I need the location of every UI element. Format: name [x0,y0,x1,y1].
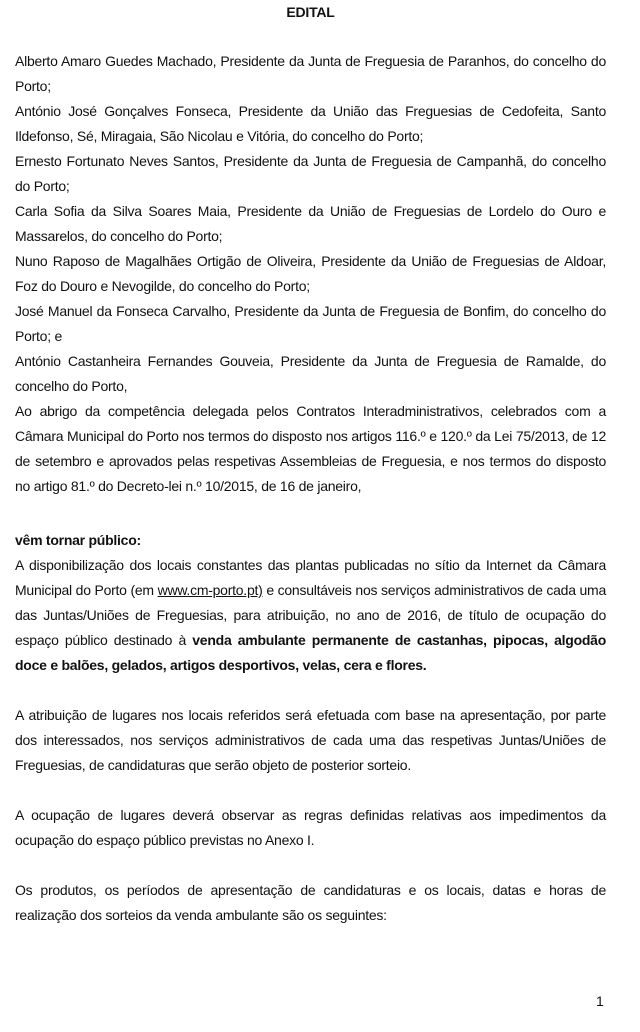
availability-text-1: A disponibilização dos locais constantes das plantas publicadas no sítio da Internet da Câmara Municipal do Porto (em [15,557,606,598]
president-entry: Nuno Raposo de Magalhães Ortigão de Oliveira, Presidente da União de Freguesias de Aldoar, Foz do Douro e Nevogilde, do concelho do Porto; [15,253,606,294]
document-body [15,49,606,928]
spacer [15,499,606,524]
allocation-paragraph: A atribuição de lugares nos locais referidos será efetuada com base na apresentação, por parte dos interessados, nos serviços administrativos de cada uma das respetivas Juntas/Uniões de Freguesias, de candidaturas que serão objeto de posterior sorteio. [15,707,606,773]
president-entry: António José Gonçalves Fonseca, Presidente da União das Freguesias de Cedofeita, Santo Ildefonso, Sé, Miragaia, São Nicolau e Vitória, do concelho do Porto; [15,103,606,144]
president-entry: Alberto Amaro Guedes Machado, Presidente da Junta de Freguesia de Paranhos, do concelho do Porto; [15,53,606,94]
president-entry: Ernesto Fortunato Neves Santos, Presidente da Junta de Freguesia de Campanhã, do concelho do Porto; [15,153,606,194]
availability-paragraph [15,553,606,678]
spacer [15,778,606,803]
occupation-rules-paragraph: A ocupação de lugares deverá observar as regras definidas relativas aos impedimentos da ocupação do espaço público previstas no Anexo I. [15,807,606,848]
products-intro-paragraph: Os produtos, os períodos de apresentação de candidaturas e os locais, datas e horas de realização dos sorteios da venda ambulante são os seguintes: [15,882,606,923]
president-entry: José Manuel da Fonseca Carvalho, Presidente da Junta de Freguesia de Bonfim, do concelho do Porto; e [15,303,606,344]
website-link[interactable]: www.cm-porto.pt) [157,582,263,598]
section-heading [15,528,606,553]
president-entry: António Castanheira Fernandes Gouveia, Presidente da Junta de Freguesia de Ramalde, do concelho do Porto, [15,353,606,394]
availability-text-2: e consultáveis nos serviços administrativos de cada uma das Juntas/Uniões de Freguesias, para atribuição, no ano de 2016, de título de ocupação do espaço público destinado à [15,582,606,648]
page-number: 1 [596,993,604,1009]
spacer [15,853,606,878]
spacer [15,678,606,703]
document-title: EDITAL [286,4,335,20]
preamble-paragraph: Ao abrigo da competência delegada pelos Contratos Interadministrativos, celebrados com a Câmara Municipal do Porto nos termos do disposto nos artigos 116.º e 120.º da Lei 75/2013, de 12 de setembro e aprovados pelas respetivas Assembleias de Freguesia, e nos termos do disposto no artigo 81.º do Decreto-lei n.º 10/2015, de 16 de janeiro, [15,403,606,494]
section-heading-text: vêm tornar público: [15,532,141,548]
president-entry: Carla Sofia da Silva Soares Maia, Presidente da União de Freguesias de Lordelo do Ouro e Massarelos, do concelho do Porto; [15,203,606,244]
availability-bold-text: venda ambulante permanente de castanhas, pipocas, algodão doce e balões, gelados, artigos desportivos, velas, cera e flores. [15,632,607,673]
